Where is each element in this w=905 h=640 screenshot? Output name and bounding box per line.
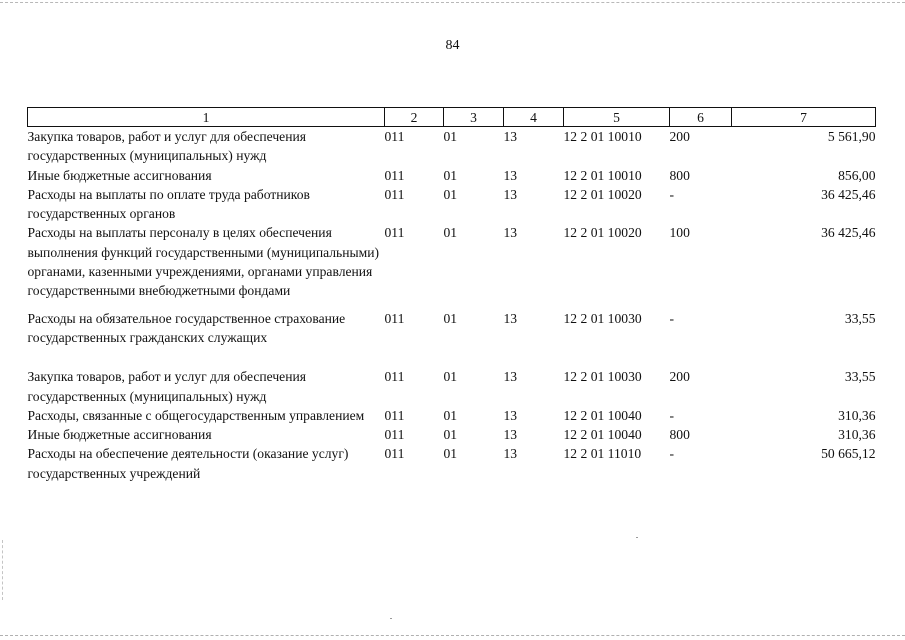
cell-pr: 01	[443, 129, 458, 144]
cell-sub: 13	[503, 369, 518, 385]
cell-vr: -	[669, 446, 675, 462]
cell-sub: 13	[503, 407, 518, 423]
table-row	[28, 127, 876, 166]
header-col-3: 3	[444, 108, 504, 127]
scan-speck	[390, 618, 392, 619]
cell-name: Расходы на обязательное государственное страхование государственных гражданских служащих	[27, 310, 346, 345]
cell-sum: 33,55	[844, 310, 876, 326]
cell-sum: 856,00	[838, 167, 876, 183]
table-row	[28, 309, 876, 368]
cell-vr: -	[669, 310, 675, 326]
table-row	[28, 185, 876, 224]
cell-rz: 011	[384, 167, 405, 183]
cell-sub: 13	[503, 225, 518, 241]
scan-speck	[636, 537, 638, 538]
cell-pr: 01	[443, 167, 458, 183]
cell-vr: 200	[669, 129, 690, 144]
cell-name: Иные бюджетные ассигнования	[27, 427, 212, 443]
cell-name: Расходы, связанные с общегосударственным управлением	[27, 407, 365, 423]
cell-csr: 12 2 01 10010	[563, 129, 642, 144]
cell-name: Расходы на выплаты персоналу в целях обеспечения выполнения функций государственными (муниципальными) органами, казенными учреждениями, органами управления государственными внебюджетными фондами	[27, 225, 380, 299]
page-number: 84	[445, 38, 460, 53]
budget-table	[27, 107, 876, 483]
cell-csr: 12 2 01 10040	[563, 407, 642, 423]
cell-pr: 01	[443, 427, 458, 443]
cell-csr: 12 2 01 10040	[563, 427, 642, 443]
cell-rz: 011	[384, 225, 405, 241]
cell-vr: -	[669, 407, 675, 423]
cell-sub: 13	[503, 310, 518, 326]
cell-rz: 011	[384, 446, 405, 462]
cell-pr: 01	[443, 310, 458, 326]
cell-pr: 01	[443, 407, 458, 423]
cell-sub: 13	[503, 446, 518, 462]
header-col-4: 4	[504, 108, 564, 127]
cell-sum: 36 425,46	[821, 186, 876, 202]
cell-csr: 12 2 01 10020	[563, 186, 642, 202]
cell-csr: 12 2 01 10010	[563, 167, 642, 183]
cell-rz: 011	[384, 407, 405, 423]
cell-rz: 011	[384, 186, 405, 202]
cell-rz: 011	[384, 369, 405, 385]
table-row	[28, 425, 876, 444]
cell-rz: 011	[384, 129, 405, 144]
table-row	[28, 223, 876, 308]
cell-sub: 13	[503, 427, 518, 443]
cell-sum: 33,55	[844, 369, 876, 385]
cell-vr: 800	[669, 167, 690, 183]
cell-sum: 310,36	[838, 407, 876, 423]
cell-csr: 12 2 01 10020	[563, 225, 642, 241]
cell-rz: 011	[384, 427, 405, 443]
cell-sub: 13	[503, 186, 518, 202]
cell-vr: 200	[669, 369, 690, 385]
cell-sub: 13	[503, 167, 518, 183]
cell-pr: 01	[443, 369, 458, 385]
cell-sum: 36 425,46	[821, 225, 876, 241]
scan-edge-bottom	[0, 635, 905, 637]
cell-vr: 800	[669, 427, 690, 443]
cell-sum: 5 561,90	[827, 129, 876, 144]
cell-name: Закупка товаров, работ и услуг для обеспечения государственных (муниципальных) нужд	[27, 129, 306, 164]
table-row	[28, 406, 876, 425]
cell-name: Расходы на обеспечение деятельности (оказание услуг) государственных учреждений	[27, 446, 349, 481]
header-col-5: 5	[564, 108, 670, 127]
cell-csr: 12 2 01 10030	[563, 310, 642, 326]
cell-pr: 01	[443, 446, 458, 462]
cell-rz: 011	[384, 310, 405, 326]
scan-edge-left	[2, 540, 4, 600]
cell-sum: 50 665,12	[821, 446, 876, 462]
table-row	[28, 166, 876, 185]
header-col-2: 2	[385, 108, 444, 127]
cell-vr: -	[669, 186, 675, 202]
header-col-7: 7	[732, 108, 876, 127]
cell-name: Иные бюджетные ассигнования	[27, 167, 212, 183]
cell-sum: 310,36	[838, 427, 876, 443]
cell-name: Расходы на выплаты по оплате труда работников государственных органов	[27, 186, 310, 222]
cell-name: Закупка товаров, работ и услуг для обеспечения государственных (муниципальных) нужд	[27, 369, 306, 404]
header-col-6: 6	[670, 108, 732, 127]
cell-sub: 13	[503, 129, 518, 144]
cell-csr: 12 2 01 11010	[563, 446, 642, 462]
header-col-1: 1	[28, 108, 385, 127]
table-row	[28, 367, 876, 406]
cell-pr: 01	[443, 225, 458, 241]
scan-edge-top	[0, 2, 905, 4]
cell-pr: 01	[443, 186, 458, 202]
cell-csr: 12 2 01 10030	[563, 369, 642, 385]
header-row	[28, 108, 876, 127]
table-row	[28, 444, 876, 483]
cell-vr: 100	[669, 225, 690, 241]
